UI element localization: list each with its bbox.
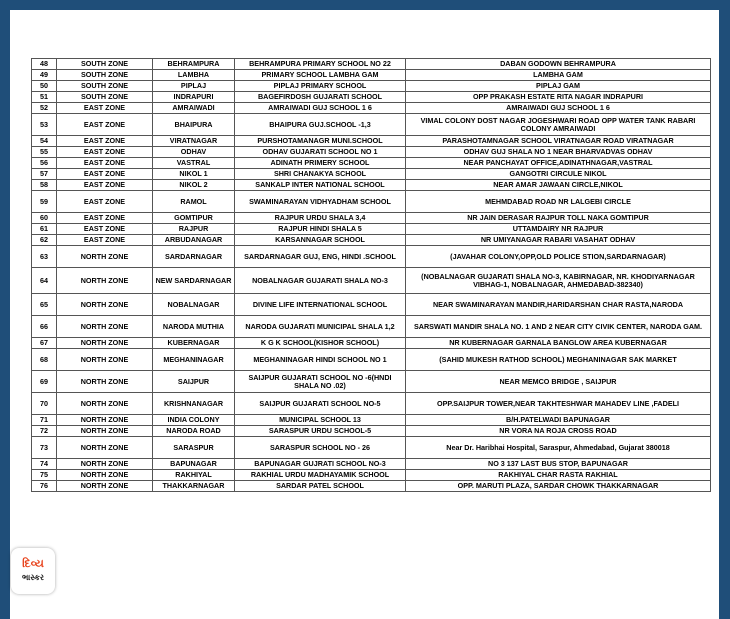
school-cell: PRIMARY SCHOOL LAMBHA GAM xyxy=(235,70,406,81)
zone-cell: EAST ZONE xyxy=(57,224,153,235)
ward-cell: THAKKARNAGAR xyxy=(153,481,235,492)
table-row xyxy=(32,437,711,459)
ward-cell: KUBERNAGAR xyxy=(153,338,235,349)
address-cell: UTTAMDAIRY NR RAJPUR xyxy=(406,224,711,235)
school-cell: AMRAIWADI GUJ SCHOOL 1 6 xyxy=(235,103,406,114)
school-cell: PIPLAJ PRIMARY SCHOOL xyxy=(235,81,406,92)
school-cell: RAKHIAL URDU MADHAYAMIK SCHOOL xyxy=(235,470,406,481)
table-row xyxy=(32,426,711,437)
table-row xyxy=(32,136,711,147)
zone-cell: NORTH ZONE xyxy=(57,246,153,268)
table-row xyxy=(32,81,711,92)
zone-cell: EAST ZONE xyxy=(57,158,153,169)
serial-cell: 52 xyxy=(32,103,57,114)
address-cell: OPP.SAIJPUR TOWER,NEAR TAKHTESHWAR MAHADEV LINE ,FADELI xyxy=(406,393,711,415)
zone-cell: SOUTH ZONE xyxy=(57,59,153,70)
table-row xyxy=(32,191,711,213)
zone-cell: NORTH ZONE xyxy=(57,470,153,481)
address-cell: NR VORA NA ROJA CROSS ROAD xyxy=(406,426,711,437)
zone-cell: NORTH ZONE xyxy=(57,426,153,437)
address-cell: B/H.PATELWADI BAPUNAGAR xyxy=(406,415,711,426)
ward-cell: BEHRAMPURA xyxy=(153,59,235,70)
serial-cell: 70 xyxy=(32,393,57,415)
ward-cell: NOBALNAGAR xyxy=(153,294,235,316)
table-row xyxy=(32,70,711,81)
serial-cell: 71 xyxy=(32,415,57,426)
ward-cell: NARODA ROAD xyxy=(153,426,235,437)
address-cell: OPP. MARUTI PLAZA, SARDAR CHOWK THAKKARNAGAR xyxy=(406,481,711,492)
zone-cell: SOUTH ZONE xyxy=(57,92,153,103)
zone-cell: EAST ZONE xyxy=(57,235,153,246)
address-cell: (JAVAHAR COLONY,OPP,OLD POLICE STION,SARDARNAGAR) xyxy=(406,246,711,268)
school-cell: PURSHOTAMANAGR MUNI.SCHOOL xyxy=(235,136,406,147)
zone-cell: NORTH ZONE xyxy=(57,349,153,371)
school-cell: SARDARNAGAR GUJ, ENG, HINDI .SCHOOL xyxy=(235,246,406,268)
zone-cell: NORTH ZONE xyxy=(57,415,153,426)
zone-cell: NORTH ZONE xyxy=(57,294,153,316)
address-cell: NEAR MEMCO BRIDGE , SAIJPUR xyxy=(406,371,711,393)
address-cell: AMRAIWADI GUJ SCHOOL 1 6 xyxy=(406,103,711,114)
serial-cell: 56 xyxy=(32,158,57,169)
school-cell: SANKALP INTER NATIONAL SCHOOL xyxy=(235,180,406,191)
ward-cell: NIKOL 2 xyxy=(153,180,235,191)
serial-cell: 50 xyxy=(32,81,57,92)
ward-cell: SARASPUR xyxy=(153,437,235,459)
serial-cell: 64 xyxy=(32,268,57,294)
document-page xyxy=(10,10,719,619)
serial-cell: 65 xyxy=(32,294,57,316)
address-cell: NEAR SWAMINARAYAN MANDIR,HARIDARSHAN CHAR RASTA,NARODA xyxy=(406,294,711,316)
table-body xyxy=(32,59,711,492)
school-cell: SHRI CHANAKYA SCHOOL xyxy=(235,169,406,180)
address-cell: NR JAIN DERASAR RAJPUR TOLL NAKA GOMTIPUR xyxy=(406,213,711,224)
school-cell: MUNICIPAL SCHOOL 13 xyxy=(235,415,406,426)
zone-cell: EAST ZONE xyxy=(57,103,153,114)
serial-cell: 55 xyxy=(32,147,57,158)
table-row xyxy=(32,224,711,235)
zone-cell: EAST ZONE xyxy=(57,213,153,224)
zone-cell: SOUTH ZONE xyxy=(57,81,153,92)
school-cell: BAPUNAGAR GUJRATI SCHOOL NO-3 xyxy=(235,459,406,470)
address-cell: NR KUBERNAGAR GARNALA BANGLOW AREA KUBERNAGAR xyxy=(406,338,711,349)
school-cell: SWAMINARAYAN VIDHYADHAM SCHOOL xyxy=(235,191,406,213)
serial-cell: 62 xyxy=(32,235,57,246)
table-row xyxy=(32,59,711,70)
school-cell: K G K SCHOOL(KISHOR SCHOOL) xyxy=(235,338,406,349)
table-row xyxy=(32,147,711,158)
zone-cell: NORTH ZONE xyxy=(57,437,153,459)
address-cell: PARASHOTAMNAGAR SCHOOL VIRATNAGAR ROAD VIRATNAGAR xyxy=(406,136,711,147)
school-cell: MEGHANINAGAR HINDI SCHOOL NO 1 xyxy=(235,349,406,371)
table-row xyxy=(32,169,711,180)
school-cell: SARASPUR SCHOOL NO - 26 xyxy=(235,437,406,459)
zone-cell: EAST ZONE xyxy=(57,191,153,213)
ward-cell: VASTRAL xyxy=(153,158,235,169)
serial-cell: 74 xyxy=(32,459,57,470)
serial-cell: 63 xyxy=(32,246,57,268)
serial-cell: 48 xyxy=(32,59,57,70)
table-row xyxy=(32,393,711,415)
ward-cell: BHAIPURA xyxy=(153,114,235,136)
logo-line-1: દિવ્ય xyxy=(22,557,44,570)
zone-cell: NORTH ZONE xyxy=(57,393,153,415)
school-list-table xyxy=(31,58,711,492)
address-cell: SARSWATI MANDIR SHALA NO. 1 AND 2 NEAR CITY CIVIK CENTER, NARODA GAM. xyxy=(406,316,711,338)
ward-cell: SAIJPUR xyxy=(153,371,235,393)
ward-cell: RAMOL xyxy=(153,191,235,213)
school-cell: BEHRAMPURA PRIMARY SCHOOL NO 22 xyxy=(235,59,406,70)
zone-cell: NORTH ZONE xyxy=(57,338,153,349)
serial-cell: 60 xyxy=(32,213,57,224)
zone-cell: EAST ZONE xyxy=(57,136,153,147)
serial-cell: 69 xyxy=(32,371,57,393)
ward-cell: GOMTIPUR xyxy=(153,213,235,224)
zone-cell: EAST ZONE xyxy=(57,147,153,158)
address-cell: ODHAV GUJ SHALA NO 1 NEAR BHARVADVAS ODHAV xyxy=(406,147,711,158)
school-cell: NOBALNAGAR GUJARATI SHALA NO-3 xyxy=(235,268,406,294)
school-cell: SARDAR PATEL SCHOOL xyxy=(235,481,406,492)
ward-cell: KRISHNANAGAR xyxy=(153,393,235,415)
school-cell: NARODA GUJARATI MUNICIPAL SHALA 1,2 xyxy=(235,316,406,338)
ward-cell: INDIA COLONY xyxy=(153,415,235,426)
address-cell: NEAR AMAR JAWAAN CIRCLE,NIKOL xyxy=(406,180,711,191)
school-cell: RAJPUR URDU SHALA 3,4 xyxy=(235,213,406,224)
address-cell: NR UMIYANAGAR RABARI VASAHAT ODHAV xyxy=(406,235,711,246)
table-row xyxy=(32,92,711,103)
serial-cell: 66 xyxy=(32,316,57,338)
school-cell: SAIJPUR GUJARATI SCHOOL NO-5 xyxy=(235,393,406,415)
table-row xyxy=(32,415,711,426)
ward-cell: BAPUNAGAR xyxy=(153,459,235,470)
table-row xyxy=(32,371,711,393)
school-cell: BAGEFIRDOSH GUJARATI SCHOOL xyxy=(235,92,406,103)
serial-cell: 59 xyxy=(32,191,57,213)
serial-cell: 51 xyxy=(32,92,57,103)
serial-cell: 72 xyxy=(32,426,57,437)
serial-cell: 61 xyxy=(32,224,57,235)
school-cell: DIVINE LIFE INTERNATIONAL SCHOOL xyxy=(235,294,406,316)
table-row xyxy=(32,470,711,481)
table-row xyxy=(32,316,711,338)
table-row xyxy=(32,103,711,114)
table-row xyxy=(32,459,711,470)
ward-cell: NARODA MUTHIA xyxy=(153,316,235,338)
school-cell: BHAIPURA GUJ.SCHOOL -1,3 xyxy=(235,114,406,136)
divya-bhaskar-logo xyxy=(11,548,55,594)
table-row xyxy=(32,481,711,492)
table-row xyxy=(32,349,711,371)
ward-cell: LAMBHA xyxy=(153,70,235,81)
address-cell: NO 3 137 LAST BUS STOP, BAPUNAGAR xyxy=(406,459,711,470)
serial-cell: 67 xyxy=(32,338,57,349)
ward-cell: VIRATNAGAR xyxy=(153,136,235,147)
address-cell: RAKHIYAL CHAR RASTA RAKHIAL xyxy=(406,470,711,481)
ward-cell: RAJPUR xyxy=(153,224,235,235)
table-row xyxy=(32,180,711,191)
zone-cell: NORTH ZONE xyxy=(57,268,153,294)
address-cell: VIMAL COLONY DOST NAGAR JOGESHWARI ROAD OPP WATER TANK RABARI COLONY AMRAIWADI xyxy=(406,114,711,136)
serial-cell: 49 xyxy=(32,70,57,81)
school-cell: RAJPUR HINDI SHALA 5 xyxy=(235,224,406,235)
address-cell: MEHMDABAD ROAD NR LALGEBI CIRCLE xyxy=(406,191,711,213)
address-cell: PIPLAJ GAM xyxy=(406,81,711,92)
ward-cell: NIKOL 1 xyxy=(153,169,235,180)
ward-cell: ODHAV xyxy=(153,147,235,158)
address-cell: (NOBALNAGAR GUJARATI SHALA NO-3, KABIRNAGAR, NR. KHODIYARNAGAR VIBHAG-1, NOBALNAGAR, AHMEDABAD-382340) xyxy=(406,268,711,294)
zone-cell: NORTH ZONE xyxy=(57,371,153,393)
ward-cell: AMRAIWADI xyxy=(153,103,235,114)
serial-cell: 68 xyxy=(32,349,57,371)
ward-cell: PIPLAJ xyxy=(153,81,235,92)
school-cell: ADINATH PRIMERY SCHOOL xyxy=(235,158,406,169)
serial-cell: 73 xyxy=(32,437,57,459)
serial-cell: 58 xyxy=(32,180,57,191)
table-row xyxy=(32,268,711,294)
ward-cell: INDRAPURI xyxy=(153,92,235,103)
serial-cell: 57 xyxy=(32,169,57,180)
address-cell: DABAN GODOWN BEHRAMPURA xyxy=(406,59,711,70)
school-cell: SAIJPUR GUJARATI SCHOOL NO -6(HNDI SHALA NO .02) xyxy=(235,371,406,393)
serial-cell: 75 xyxy=(32,470,57,481)
address-cell: GANGOTRI CIRCULE NIKOL xyxy=(406,169,711,180)
zone-cell: EAST ZONE xyxy=(57,169,153,180)
table-row xyxy=(32,114,711,136)
address-cell: LAMBHA GAM xyxy=(406,70,711,81)
table-row xyxy=(32,294,711,316)
ward-cell: NEW SARDARNAGAR xyxy=(153,268,235,294)
school-cell: KARSANNAGAR SCHOOL xyxy=(235,235,406,246)
zone-cell: EAST ZONE xyxy=(57,180,153,191)
ward-cell: RAKHIYAL xyxy=(153,470,235,481)
ward-cell: SARDARNAGAR xyxy=(153,246,235,268)
school-cell: SARASPUR URDU SCHOOL-5 xyxy=(235,426,406,437)
zone-cell: SOUTH ZONE xyxy=(57,70,153,81)
table-row xyxy=(32,158,711,169)
address-cell: (SAHID MUKESH RATHOD SCHOOL) MEGHANINAGAR SAK MARKET xyxy=(406,349,711,371)
serial-cell: 76 xyxy=(32,481,57,492)
address-cell: Near Dr. Haribhai Hospital, Saraspur, Ahmedabad, Gujarat 380018 xyxy=(406,437,711,459)
zone-cell: NORTH ZONE xyxy=(57,316,153,338)
zone-cell: EAST ZONE xyxy=(57,114,153,136)
table-row xyxy=(32,235,711,246)
zone-cell: NORTH ZONE xyxy=(57,481,153,492)
zone-cell: NORTH ZONE xyxy=(57,459,153,470)
table-row xyxy=(32,338,711,349)
table-row xyxy=(32,246,711,268)
address-cell: NEAR PANCHAYAT OFFICE,ADINATHNAGAR,VASTRAL xyxy=(406,158,711,169)
address-cell: OPP PRAKASH ESTATE RITA NAGAR INDRAPURI xyxy=(406,92,711,103)
serial-cell: 54 xyxy=(32,136,57,147)
table-row xyxy=(32,213,711,224)
serial-cell: 53 xyxy=(32,114,57,136)
ward-cell: ARBUDANAGAR xyxy=(153,235,235,246)
ward-cell: MEGHANINAGAR xyxy=(153,349,235,371)
school-cell: ODHAV GUJARATI SCHOOL NO 1 xyxy=(235,147,406,158)
logo-line-2: ભાસ્કર xyxy=(21,573,45,582)
